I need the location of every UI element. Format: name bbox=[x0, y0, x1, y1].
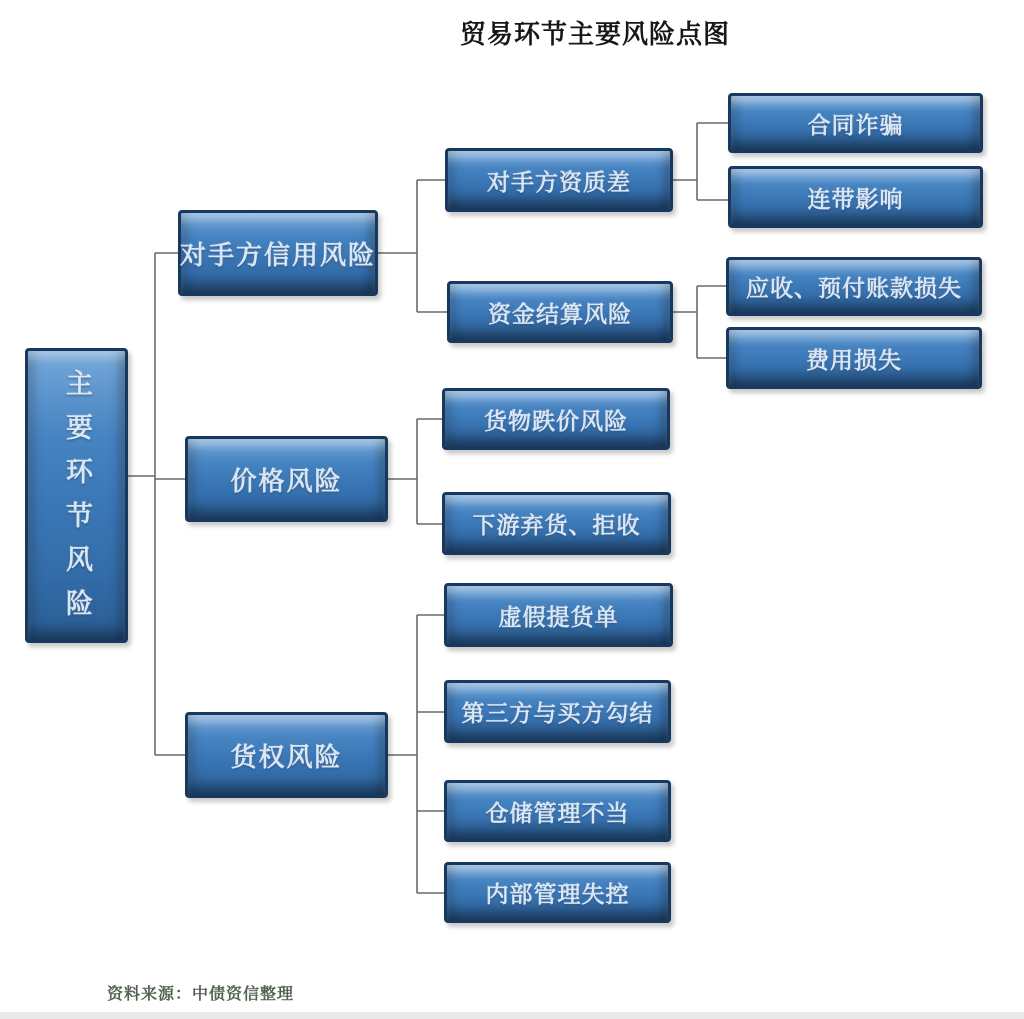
node-third-party-buyer-collusion: 第三方与买方勾结 bbox=[444, 680, 671, 743]
node-improper-warehouse-management: 仓储管理不当 bbox=[444, 780, 671, 842]
node-contract-fraud: 合同诈骗 bbox=[728, 93, 983, 153]
node-main-link-risk-label: 主要环节风险 bbox=[61, 368, 92, 633]
data-source-note: 资料来源：中债资信整理 bbox=[107, 984, 295, 1003]
node-internal-management-out-of-control: 内部管理失控 bbox=[444, 862, 671, 923]
node-main-link-risk bbox=[25, 348, 128, 643]
node-receivable-prepaid-loss: 应收、预付账款损失 bbox=[726, 257, 982, 316]
node-goods-price-drop-risk: 货物跌价风险 bbox=[442, 388, 670, 450]
diagram-title: 贸易环节主要风险点图 bbox=[459, 20, 730, 50]
node-price-risk: 价格风险 bbox=[185, 436, 388, 522]
bottom-edge-band bbox=[0, 1012, 1024, 1019]
node-expense-loss: 费用损失 bbox=[726, 327, 982, 389]
node-fake-delivery-order: 虚假提货单 bbox=[444, 583, 673, 647]
node-downstream-abandon-reject: 下游弃货、拒收 bbox=[442, 492, 671, 555]
node-counterparty-poor-qualification: 对手方资质差 bbox=[445, 148, 673, 212]
node-cargo-rights-risk: 货权风险 bbox=[185, 712, 388, 798]
node-counterparty-credit-risk: 对手方信用风险 bbox=[178, 210, 378, 296]
node-joint-liability-impact: 连带影响 bbox=[728, 166, 983, 228]
node-fund-settlement-risk: 资金结算风险 bbox=[447, 281, 673, 343]
